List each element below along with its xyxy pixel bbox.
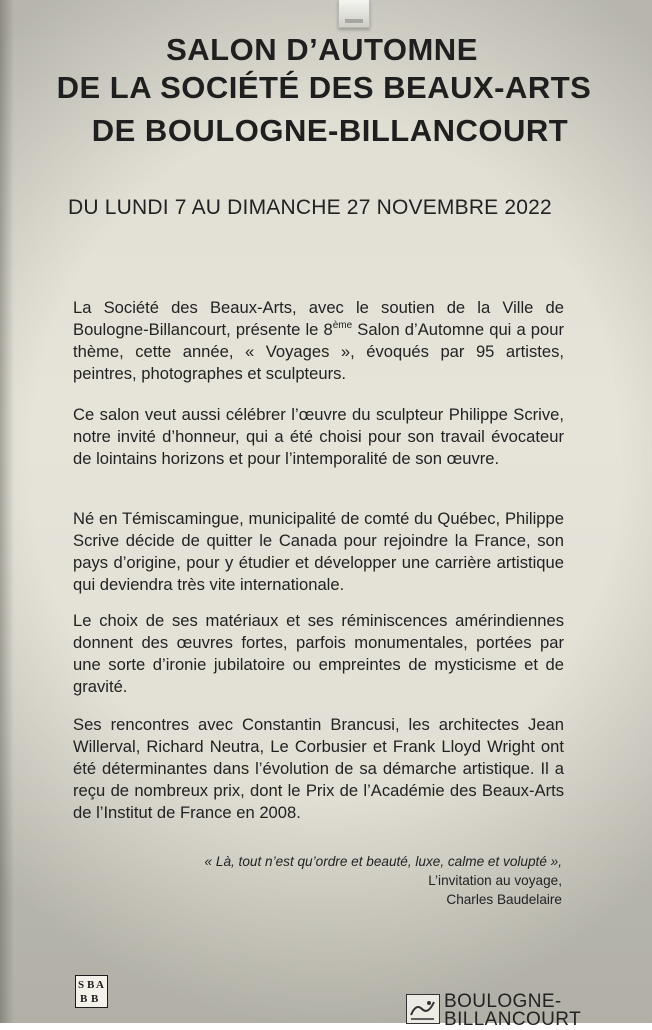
city-name-line-2: BILLANCOURT <box>444 1009 582 1030</box>
hanging-fixture <box>338 0 370 28</box>
title-line-2: DE LA SOCIÉTÉ DES BEAUX-ARTS <box>56 70 592 105</box>
exhibition-dates: DU LUNDI 7 AU DIMANCHE 27 NOVEMBRE 2022 <box>68 196 552 219</box>
sba-letter: B <box>91 993 99 1005</box>
paragraph-intro-text-a: La Société des Beaux-Arts, avec le soutien de la Ville de Boulogne-Billancourt, présente le 8 <box>73 298 564 339</box>
sba-letter: S <box>78 979 85 991</box>
ordinal-superscript: ème <box>332 320 353 331</box>
sba-letter: B <box>87 979 95 991</box>
sba-letter: B <box>80 993 88 1005</box>
sba-letter: A <box>96 979 104 991</box>
paragraph-materials: Le choix de ses matériaux et ses réminiscences amérindiennes donnent des œuvres fortes, parfois monumentales, portées par une sorte d’ironie jubilatoire ou empreintes de mysticisme et de gravité. <box>73 611 564 696</box>
title-line-1: SALON D’AUTOMNE <box>166 32 478 67</box>
paragraph-influences: Ses rencontres avec Constantin Brancusi, les architectes Jean Willerval, Richard Neutra, Le Corbusier et Frank Lloyd Wright ont été déterminantes dans l’évolution de sa démarche artistique. Il a reçu de nombreux prix, dont le Prix de l’Académie des Beaux-Arts de l’Institut de France en 2008. <box>73 715 564 822</box>
city-name-line-1: BOULOGNE- <box>444 991 562 1012</box>
baudelaire-quote <box>205 852 562 909</box>
quote-text: « Là, tout n’est qu’ordre et beauté, luxe, calme et volupté », <box>204 854 562 869</box>
paragraph-biography: Né en Témiscamingue, municipalité de comté du Québec, Philippe Scrive décide de quitter le Canada pour rejoindre la France, son pays d’origine, pour y étudier et développer une carrière artistique qui deviendra très vite internationale. <box>73 509 564 594</box>
paragraph-intro <box>73 297 564 385</box>
paragraph-intro-text-b: Salon d’Automne qui a pour thème, cette année, « Voyages », évoqués par 95 artistes, peintres, photographes et sculpteurs. <box>73 320 564 383</box>
boulogne-billancourt-logo <box>406 991 582 1030</box>
city-name <box>444 993 581 1029</box>
sba-logo <box>75 975 108 1008</box>
quote-work: L’invitation au voyage, <box>428 873 562 888</box>
city-emblem-icon <box>406 994 440 1024</box>
title-line-3: DE BOULOGNE-BILLANCOURT <box>91 113 569 148</box>
wall-shadow <box>0 0 14 1023</box>
paragraph-guest-of-honour: Ce salon veut aussi célébrer l’œuvre du sculpteur Philippe Scrive, notre invité d’honneur, qui a été choisi pour son travail évocateur de lointains horizons et pour l’intemporalité de son œuvre. <box>73 405 564 468</box>
quote-author: Charles Baudelaire <box>446 892 562 907</box>
